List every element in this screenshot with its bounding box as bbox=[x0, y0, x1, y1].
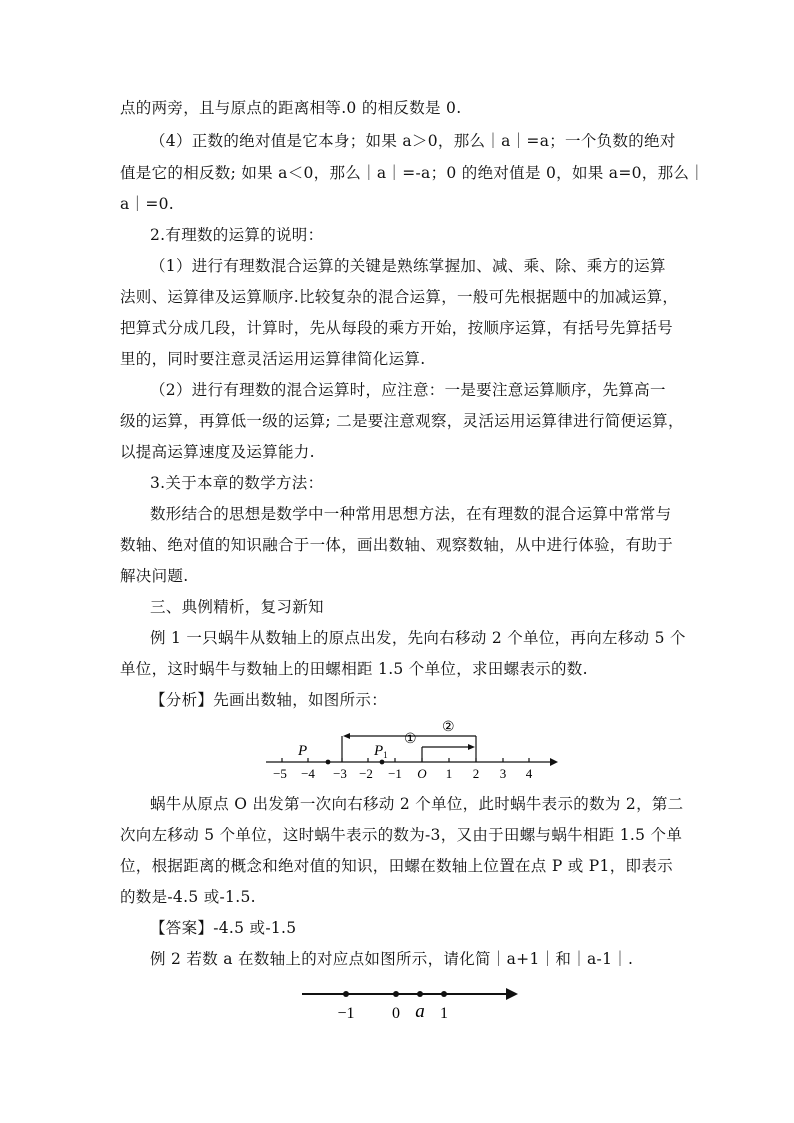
tick-label: −3 bbox=[333, 766, 347, 781]
move-1-label: ① bbox=[404, 732, 417, 747]
text-line: 的数是-4.5 或-1.5. bbox=[120, 888, 256, 906]
move-1-arrowhead bbox=[468, 744, 475, 750]
number-line-figure-1 bbox=[262, 712, 562, 784]
text-line: 例 2 若数 a 在数轴上的对应点如图所示，请化简｜a+1｜和｜a-1｜. bbox=[150, 950, 634, 968]
label-0: 0 bbox=[392, 1005, 400, 1022]
tick-label: O bbox=[417, 766, 427, 781]
point-a-dot bbox=[417, 991, 423, 997]
text-line: 数形结合的思想是数学中一种常用思想方法，在有理数的混合运算中常常与 bbox=[150, 505, 672, 523]
tick-label: −2 bbox=[359, 766, 373, 781]
section-heading: 三、典例精析，复习新知 bbox=[150, 598, 324, 616]
point-p1-label: $P_1$ bbox=[374, 743, 388, 760]
move-2-label: ② bbox=[442, 720, 455, 735]
number-line-figure-2 bbox=[300, 982, 525, 1024]
point-p1-dot bbox=[380, 760, 385, 765]
tick-label: 2 bbox=[472, 766, 480, 781]
point-0-dot bbox=[393, 991, 399, 997]
text-line: 解决问题. bbox=[120, 567, 189, 585]
text-line: 位，根据距离的概念和绝对值的知识，田螺在数轴上位置在点 P 或 P1，即表示 bbox=[120, 857, 673, 875]
tick-label: 1 bbox=[445, 766, 453, 781]
tick-label: 4 bbox=[525, 766, 533, 781]
point-p-dot bbox=[326, 760, 331, 765]
text-line: （1）进行有理数混合运算的关键是熟练掌握加、减、乘、除、乘方的运算 bbox=[150, 257, 666, 275]
section-heading: 2.有理数的运算的说明： bbox=[150, 226, 324, 244]
section-heading: 3.关于本章的数学方法： bbox=[150, 474, 324, 492]
text-line: 把算式分成几段，计算时，先从每段的乘方开始，按顺序运算，有括号先算括号 bbox=[120, 319, 674, 337]
text-line: （4）正数的绝对值是它本身；如果 a＞0，那么｜a｜=a；一个负数的绝对 bbox=[150, 132, 676, 150]
move-2-arrowhead bbox=[343, 733, 350, 739]
tick-label: −5 bbox=[273, 766, 287, 781]
text-line: 级的运算，再算低一级的运算; 二是要注意观察，灵活运用运算律进行简便运算， bbox=[120, 412, 684, 430]
point-p-label: P bbox=[298, 743, 308, 759]
point-neg1-dot bbox=[343, 991, 349, 997]
text-line: 次向左移动 5 个单位，这时蜗牛表示的数为-3，又由于田螺与蜗牛相距 1.5 个单 bbox=[120, 826, 683, 844]
label-a: a bbox=[415, 1001, 425, 1022]
label-neg1: −1 bbox=[337, 1005, 355, 1022]
text-line: 【分析】先画出数轴，如图所示： bbox=[150, 691, 388, 709]
point-1-dot bbox=[441, 991, 447, 997]
text-line: 数轴、绝对值的知识融合于一体，画出数轴、观察数轴，从中进行体验，有助于 bbox=[120, 536, 674, 554]
tick-label: −4 bbox=[301, 766, 315, 781]
text-line: 里的，同时要注意灵活运用运算律简化运算. bbox=[120, 350, 426, 368]
text-line: 点的两旁，且与原点的距离相等.0 的相反数是 0. bbox=[120, 99, 462, 117]
text-line: 法则、运算律及运算顺序.比较复杂的混合运算，一般可先根据题中的加减运算， bbox=[120, 288, 679, 306]
text-line: 以提高运算速度及运算能力. bbox=[120, 443, 315, 461]
answer-line: 【答案】-4.5 或-1.5 bbox=[150, 919, 297, 937]
tick-label: 3 bbox=[499, 766, 507, 781]
tick-label: −1 bbox=[388, 766, 402, 781]
text-line: 蜗牛从原点 O 出发第一次向右移动 2 个单位，此时蜗牛表示的数为 2，第二 bbox=[150, 795, 684, 813]
axis-arrowhead bbox=[550, 758, 558, 766]
label-1: 1 bbox=[440, 1005, 448, 1022]
axis-arrowhead bbox=[506, 988, 518, 1000]
text-line: 值是它的相反数; 如果 a＜0，那么｜a｜=-a；0 的绝对值是 0，如果 a=0，那么｜ bbox=[120, 164, 705, 182]
text-line: 单位，这时蜗牛与数轴上的田螺相距 1.5 个单位，求田螺表示的数. bbox=[120, 660, 588, 678]
text-line: 例 1 一只蜗牛从数轴上的原点出发，先向右移动 2 个单位，再向左移动 5 个 bbox=[150, 629, 686, 647]
text-line: （2）进行有理数的混合运算时，应注意：一是要注意运算顺序，先算高一 bbox=[150, 381, 666, 399]
text-line: a｜=0. bbox=[120, 195, 175, 213]
